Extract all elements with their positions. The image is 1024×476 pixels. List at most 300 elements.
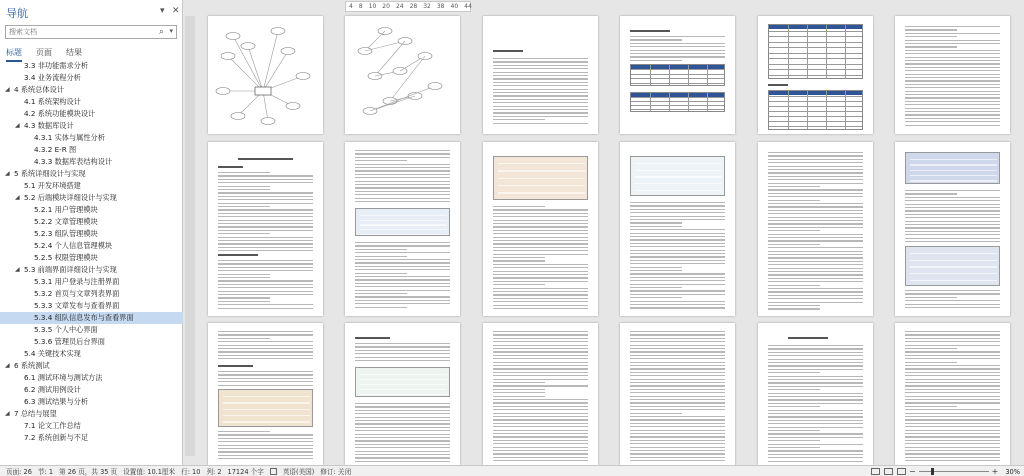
figure-line: [910, 180, 997, 181]
text-line: [218, 213, 313, 214]
text-line: [218, 374, 313, 375]
document-page[interactable]: [483, 142, 598, 316]
text-line: [218, 175, 313, 176]
figure-line: [360, 234, 447, 235]
text-line: [905, 447, 1000, 448]
text-line: [768, 227, 863, 228]
text-line: [905, 43, 1000, 44]
text-line: [218, 172, 270, 173]
relation-line: [263, 31, 278, 91]
text-line: [355, 461, 450, 462]
text-line: [493, 331, 588, 332]
er-diagram: [208, 16, 323, 134]
text-line: [218, 233, 270, 234]
text-line: [905, 46, 957, 47]
table-row: [769, 101, 862, 102]
document-page[interactable]: [345, 16, 460, 134]
text-line: [768, 240, 863, 241]
text-line: [493, 379, 588, 380]
document-page[interactable]: [758, 323, 873, 465]
text-line: [905, 375, 1000, 376]
expand-triangle-icon[interactable]: ◢: [15, 122, 20, 129]
table-row: [769, 31, 862, 32]
ruler-tick-label: 8: [358, 3, 363, 10]
text-line: [768, 179, 863, 180]
text-line: [493, 375, 588, 376]
text-line: [493, 351, 588, 352]
nav-heading-label: 5.2.5 权限管理模块: [34, 253, 98, 262]
text-line: [493, 68, 588, 69]
tab-results[interactable]: 结果: [66, 48, 82, 57]
text-line: [218, 216, 313, 217]
text-line: [905, 345, 1000, 346]
text-line: [905, 221, 1000, 222]
relation-line: [228, 56, 263, 91]
expand-triangle-icon[interactable]: ◢: [15, 266, 20, 273]
nav-heading-label: 5.4 关键技术实现: [24, 349, 81, 358]
document-page[interactable]: [208, 142, 323, 316]
nav-heading-item[interactable]: [0, 408, 183, 420]
nav-heading-item[interactable]: [0, 252, 183, 264]
text-line: [768, 437, 863, 438]
text-line: [218, 348, 313, 349]
nav-heading-item[interactable]: [0, 228, 183, 240]
nav-heading-label: 6.3 测试结果与分析: [24, 397, 89, 406]
text-line: [768, 186, 820, 187]
nav-heading-label: 5.2 后端模块详细设计与实现: [24, 193, 117, 202]
text-line: [493, 281, 588, 282]
text-line: [630, 348, 725, 349]
text-line: [905, 77, 1000, 78]
text-line: [493, 223, 588, 224]
text-line: [905, 457, 1000, 458]
status-line[interactable]: 行: 10: [181, 468, 201, 476]
figure-line: [498, 170, 585, 171]
text-line: [355, 451, 450, 452]
text-line: [768, 295, 863, 296]
text-line: [905, 453, 1000, 454]
text-line: [768, 362, 863, 363]
nav-heading-item[interactable]: [0, 300, 183, 312]
text-line: [355, 276, 450, 277]
table-column: [788, 25, 789, 78]
ruler-tick-label: 32: [423, 3, 431, 10]
zoom-level[interactable]: 30%: [1005, 467, 1020, 476]
text-line: [905, 365, 1000, 366]
text-line: [493, 443, 588, 444]
figure-line: [635, 183, 722, 184]
text-line: [218, 189, 270, 190]
text-line: [493, 298, 588, 299]
text-line: [768, 254, 863, 255]
text-line: [493, 288, 588, 289]
text-line: [630, 345, 725, 346]
nav-heading-item[interactable]: [0, 372, 183, 384]
text-line: [493, 291, 588, 292]
attribute-node: [261, 118, 275, 125]
ruler-tick-label: 20: [382, 3, 390, 10]
text-line: [355, 187, 450, 188]
nav-heading-item[interactable]: [0, 84, 183, 96]
text-line: [218, 358, 313, 359]
text-line: [905, 334, 1000, 335]
ruler-tick-label: 40: [450, 3, 459, 10]
nav-heading-label: [24, 444, 66, 445]
zoom-in-button[interactable]: +: [991, 467, 999, 476]
text-line: [630, 423, 725, 424]
web-layout-icon[interactable]: [897, 468, 906, 475]
document-page[interactable]: [758, 16, 873, 134]
status-word-count[interactable]: 17124 个字: [227, 468, 264, 476]
nav-search-box[interactable]: [5, 25, 177, 39]
tab-headings[interactable]: 标题: [6, 47, 22, 62]
document-page[interactable]: [620, 142, 735, 316]
text-line: [768, 376, 863, 377]
text-line: [630, 56, 725, 57]
status-section[interactable]: 节: 1: [37, 468, 54, 476]
text-line: [218, 226, 313, 227]
text-line: [630, 236, 725, 237]
table-column: [707, 93, 708, 111]
nav-heading-item[interactable]: [0, 384, 183, 396]
data-table: [630, 64, 725, 86]
text-line: [493, 216, 588, 217]
text-line: [905, 200, 1000, 201]
text-line: [493, 341, 588, 342]
text-line: [355, 360, 450, 361]
text-line: [355, 150, 450, 151]
text-line: [218, 277, 270, 278]
text-line: [218, 237, 313, 238]
text-line: [218, 267, 313, 268]
text-line: [218, 458, 313, 459]
nav-heading-item[interactable]: [0, 192, 183, 204]
nav-heading-item[interactable]: [0, 264, 183, 276]
nav-heading-label: 5.3.3 文章发布与查看界面: [34, 301, 120, 310]
text-line: [905, 399, 1000, 400]
text-line: [218, 371, 313, 372]
text-line: [768, 268, 863, 269]
nav-heading-item[interactable]: [0, 276, 183, 288]
text-line: [355, 153, 450, 154]
document-page[interactable]: [483, 16, 598, 134]
attribute-node: [296, 73, 310, 80]
text-line: [630, 39, 682, 40]
nav-heading-label: 4.2 系统功能模块设计: [24, 109, 96, 118]
text-line: [768, 359, 863, 360]
document-page[interactable]: [483, 323, 598, 465]
text-line: [630, 334, 725, 335]
table-row: [769, 69, 862, 70]
nav-heading-item[interactable]: [0, 432, 183, 444]
text-line: [905, 108, 1000, 109]
text-line: [630, 385, 725, 386]
text-line: [768, 382, 863, 383]
text-line: [768, 247, 863, 248]
section-heading: [355, 337, 390, 339]
text-line: [493, 457, 588, 458]
attribute-node: [221, 53, 235, 60]
text-line: [218, 223, 313, 224]
text-line: [768, 298, 863, 299]
text-line: [768, 281, 863, 282]
nav-heading-item[interactable]: [0, 396, 183, 408]
nav-heading-item[interactable]: [0, 240, 183, 252]
text-line: [630, 351, 725, 352]
document-page[interactable]: [620, 16, 735, 134]
screenshot-figure: [355, 208, 450, 236]
nav-heading-item[interactable]: [0, 420, 183, 432]
text-line: [493, 416, 588, 417]
text-line: [630, 450, 725, 451]
table-column: [826, 91, 827, 129]
status-language[interactable]: 英语(美国): [282, 468, 315, 476]
text-line: [905, 241, 1000, 242]
text-line: [768, 237, 863, 238]
document-page[interactable]: [208, 323, 323, 465]
relation-line: [263, 91, 268, 121]
table-row: [631, 83, 724, 84]
text-line: [905, 26, 1000, 27]
text-line: [218, 331, 313, 332]
text-line: [768, 420, 863, 421]
text-line: [493, 102, 588, 103]
dropdown-arrow-icon[interactable]: ▾: [169, 27, 173, 35]
text-line: [493, 209, 588, 210]
zoom-slider[interactable]: [919, 471, 989, 472]
print-layout-icon[interactable]: [884, 468, 893, 475]
document-page[interactable]: [895, 16, 1010, 134]
heading-tree: [0, 60, 183, 445]
figure-line: [910, 280, 997, 281]
text-line: [493, 92, 588, 93]
text-line: [768, 251, 863, 252]
text-line: [218, 192, 313, 193]
text-line: [630, 355, 725, 356]
expand-triangle-icon[interactable]: ◢: [5, 86, 10, 93]
nav-heading-item[interactable]: [0, 360, 183, 372]
text-line: [493, 453, 588, 454]
text-line: [218, 230, 313, 231]
screenshot-figure: [905, 152, 1000, 184]
text-line: [905, 238, 1000, 239]
table-column: [807, 25, 808, 78]
text-line: [493, 284, 545, 285]
expand-triangle-icon[interactable]: ◢: [15, 194, 20, 201]
expand-triangle-icon[interactable]: ◢: [5, 362, 10, 369]
text-line: [768, 210, 863, 211]
text-line: [768, 176, 863, 177]
nav-heading-label: 7.2 系统创新与不足: [24, 433, 89, 442]
text-line: [905, 300, 1000, 301]
document-page[interactable]: [345, 142, 460, 316]
text-line: [905, 355, 1000, 356]
text-line: [493, 436, 588, 437]
search-input[interactable]: [6, 26, 146, 38]
text-line: [218, 297, 270, 298]
table-column: [807, 91, 808, 129]
text-line: [768, 271, 863, 272]
text-line: [493, 58, 588, 59]
nav-heading-item[interactable]: [0, 156, 183, 168]
document-page[interactable]: [208, 16, 323, 134]
figure-line: [360, 220, 447, 221]
text-line: [218, 179, 313, 180]
search-icon[interactable]: ⌕: [158, 27, 164, 37]
text-line: [218, 378, 313, 379]
text-line: [493, 277, 588, 278]
text-line: [630, 53, 725, 54]
text-line: [218, 448, 313, 449]
table-column: [688, 93, 689, 111]
nav-heading-item[interactable]: [0, 312, 183, 324]
text-line: [905, 91, 1000, 92]
nav-heading-item[interactable]: [0, 348, 183, 360]
nav-heading-item[interactable]: [0, 204, 183, 216]
text-line: [493, 119, 545, 120]
text-line: [630, 239, 725, 240]
text-line: [905, 29, 957, 30]
nav-heading-item[interactable]: [0, 72, 183, 84]
table-row: [769, 75, 862, 76]
text-line: [905, 372, 1000, 373]
nav-heading-item[interactable]: [0, 96, 183, 108]
nav-heading-item[interactable]: [0, 216, 183, 228]
document-page[interactable]: [345, 323, 460, 465]
nav-heading-item[interactable]: [0, 132, 183, 144]
horizontal-ruler[interactable]: [345, 1, 471, 12]
nav-heading-item[interactable]: [0, 444, 183, 445]
text-line: [493, 274, 588, 275]
text-line: [768, 399, 863, 400]
table-column: [788, 91, 789, 129]
figure-line: [360, 229, 447, 230]
document-page[interactable]: [895, 142, 1010, 316]
text-line: [493, 402, 588, 403]
status-setting[interactable]: 设置值: 10.1厘米: [123, 468, 176, 476]
text-line: [630, 212, 725, 213]
text-line: [355, 444, 450, 445]
document-page[interactable]: [758, 142, 873, 316]
nav-heading-item[interactable]: [0, 144, 183, 156]
text-line: [355, 249, 407, 250]
text-line: [355, 164, 450, 165]
text-line: [905, 214, 1000, 215]
nav-heading-item[interactable]: [0, 168, 183, 180]
table-row: [769, 106, 862, 107]
text-line: [355, 184, 450, 185]
figure-line: [910, 164, 997, 165]
text-line: [493, 257, 545, 258]
figure-line: [223, 396, 310, 397]
text-line: [768, 230, 820, 231]
status-page-of[interactable]: 第 26 页，共 35 页: [59, 468, 118, 476]
text-line: [630, 396, 725, 397]
figure-line: [360, 374, 447, 375]
text-line: [905, 443, 1000, 444]
text-line: [493, 447, 588, 448]
text-line: [905, 63, 1000, 64]
text-line: [905, 450, 1000, 451]
text-line: [768, 403, 863, 404]
text-line: [493, 365, 588, 366]
text-line: [493, 433, 588, 434]
expand-triangle-icon[interactable]: ◢: [5, 410, 10, 417]
nav-heading-item[interactable]: [0, 288, 183, 300]
relation-line: [370, 86, 435, 111]
zoom-slider-thumb[interactable]: [931, 468, 934, 475]
nav-heading-label: 5.3.4 组队信息发布与查看界面: [34, 313, 134, 322]
read-mode-icon[interactable]: [871, 468, 880, 475]
document-page[interactable]: [895, 323, 1010, 465]
text-line: [630, 294, 725, 295]
table-row: [769, 111, 862, 112]
proofing-icon[interactable]: [270, 468, 277, 475]
text-line: [768, 183, 863, 184]
nav-heading-item[interactable]: [0, 108, 183, 120]
text-line: [218, 247, 313, 248]
nav-heading-item[interactable]: [0, 120, 183, 132]
zoom-out-button[interactable]: −: [908, 467, 916, 476]
status-column[interactable]: 列: 2: [206, 468, 222, 476]
nav-heading-item[interactable]: [0, 336, 183, 348]
text-line: [218, 334, 313, 335]
text-line: [905, 101, 1000, 102]
text-line: [630, 453, 725, 454]
status-track-changes[interactable]: 修订: 关闭: [320, 468, 352, 476]
text-line: [630, 443, 725, 444]
chevron-down-icon[interactable]: ▾: [160, 6, 165, 16]
figure-line: [910, 175, 997, 176]
text-line: [493, 240, 588, 241]
ruler-tick-label: 38: [436, 3, 445, 10]
nav-heading-label: 4.3 数据库设计: [24, 121, 74, 130]
section-heading: [218, 166, 243, 168]
nav-heading-label: 4.3.3 数据库表结构设计: [34, 157, 113, 166]
close-icon[interactable]: ✕: [172, 6, 180, 16]
text-line: [905, 121, 1000, 122]
nav-heading-label: 6.1 测试环境与测试方法: [24, 373, 103, 382]
section-heading: [218, 254, 258, 256]
text-line: [768, 274, 863, 275]
status-page[interactable]: 页面: 26: [6, 468, 32, 476]
text-line: [493, 305, 588, 306]
er-diagram: [345, 16, 460, 134]
nav-heading-item[interactable]: [0, 180, 183, 192]
text-line: [905, 40, 1000, 41]
text-line: [493, 65, 588, 66]
text-line: [355, 440, 450, 441]
text-line: [768, 213, 863, 214]
expand-triangle-icon[interactable]: ◢: [5, 170, 10, 177]
nav-heading-item[interactable]: [0, 60, 183, 72]
text-line: [768, 244, 820, 245]
nav-heading-item[interactable]: [0, 324, 183, 336]
text-line: [630, 331, 725, 332]
text-line: [493, 123, 588, 124]
tab-pages[interactable]: 页面: [36, 48, 52, 57]
text-line: [768, 217, 863, 218]
figure-line: [223, 415, 310, 416]
text-line: [630, 416, 725, 417]
text-line: [218, 308, 313, 309]
text-line: [768, 450, 863, 451]
text-line: [630, 216, 725, 217]
document-page[interactable]: [620, 323, 735, 465]
text-line: [493, 250, 588, 251]
text-line: [768, 302, 863, 303]
text-line: [905, 36, 957, 37]
